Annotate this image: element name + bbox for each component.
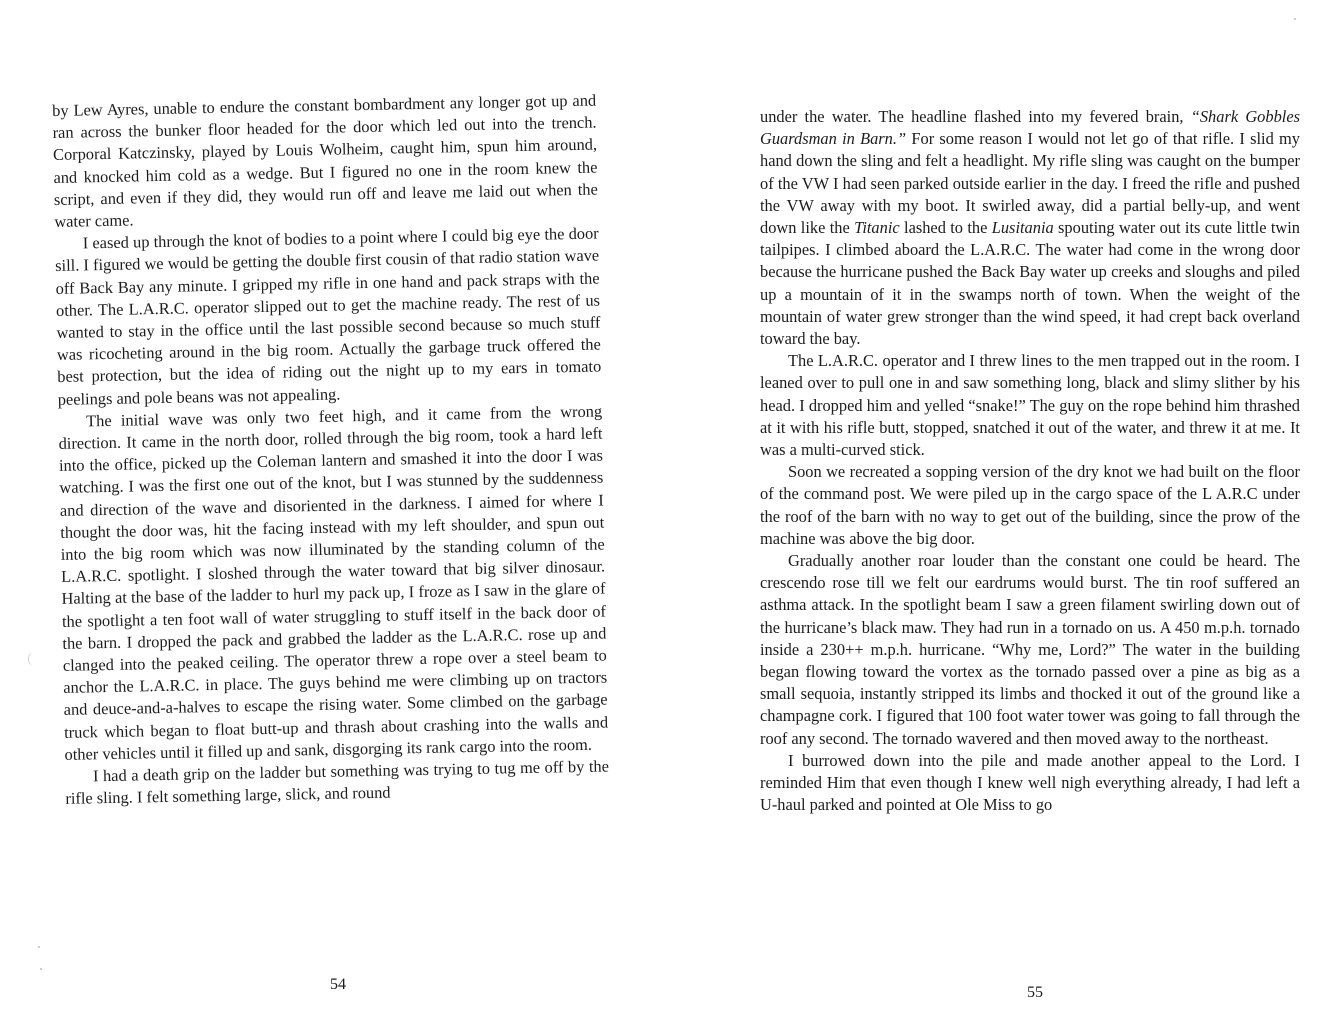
text-run: lashed to the [899, 218, 992, 238]
page-number: 55 [1027, 984, 1043, 1001]
text-run: Gradually another roar louder than the constant one could be heard. The crescendo rose till we felt our eardrums would burst. The tin roof suffered an asthma attack. In the spotlight beam I saw a green filament swirling down out of the hurricane’s black maw. They had run in a tornado on us. A 450 m.p.h. tornado inside a 230++ m.p.h. hurricane. “Why me, Lord?” The water in the building began flowing toward the vortex as the tornado passed over a pine as big as a small sequoia, instantly stripped its limbs and thocked it out of the ground like a champagne cork. I figured that 100 foot water tower was going to fall through the roof any second. The tornado wavered and then moved away to the northeast. [760, 551, 1300, 748]
paragraph [760, 350, 1300, 461]
text-run-italic: Titanic [854, 218, 900, 238]
scan-mark [28, 652, 39, 666]
scan-speck [38, 946, 40, 948]
paragraph: The initial wave was only two feet high, and it came from the wrong direction. It came in the north door, rolled through the big room, took a hard left into the office, picked up the Coleman lantern and smashed it into the door I was watching. I was the first one out of the knot, but I was stunned by the suddenness and direction of the wave and disoriented in the darkness. I aimed for where I thought the door was, hit the facing instead with my left shoulder, and spun out into the big room which was now illuminated by the standing column of the L.A.R.C. spotlight. I sloshed through the water toward that big silver dinosaur. Halting at the base of the ladder to hurl my pack up, I froze as I saw in the glare of the spotlight a ten foot wall of water struggling to stuff itself in the back door of the barn. I dropped the pack and grabbed the ladder as the L.A.R.C. rose up and clanged into the peaked ceiling. The operator threw a rope over a steel beam to anchor the L.A.R.C. in place. The guys behind me were climbing up on tractors and deuce-and-a-halves to escape the rising water. Some climbed on the garbage truck which began to float butt-up and thrash about crashing into the walls and other vehicles until it filled up and sank, disgorging its rank cargo into the room. [58, 401, 609, 764]
left-page-body [52, 90, 610, 811]
paragraph [760, 461, 1300, 550]
scan-speck [40, 968, 42, 970]
paragraph: by Lew Ayres, unable to endure the constant bombardment any longer got up and ran across the bunker floor headed for the door which led out into the trench. Corporal Katczinsky, played by Louis Wolheim, caught him, spun him around, and knocked him cold as a wedge. But I figured no one in the room knew the script, and even if they did, they would run off and leave me laid out when the water came. [52, 90, 598, 231]
text-run-italic: Lusitania [991, 218, 1054, 238]
text-run: For some reason I would not let go of that rifle. I slid my hand down the sling and felt a headlight. My rifle sling was caught on the bumper of the VW I had seen parked outside earlier in the day. I freed the rifle and pushed the VW away with my boot. It swirled away, did a partial belly-up, and went down like the [760, 129, 1300, 238]
paragraph: I eased up through the knot of bodies to a point where I could big eye the door sill. I figured we would be getting the double first cousin of that radio station wave off Back Bay any minute. I gripped my rifle in one hand and pack straps with the other. The L.A.R.C. operator slipped out to get the machine ready. The rest of us wanted to stay in the office until the last possible second because so much stuff was ricocheting around in the big room. Actually the garbage truck offered the best protection, but the idea of riding out the night up to my ears in tomato peelings and pole beans was not appealing. [55, 223, 602, 409]
right-page-body [760, 106, 1300, 817]
paragraph [760, 750, 1300, 817]
text-run: Soon we recreated a sopping version of the dry knot we had built on the floor of the command post. We were piled up in the cargo space of the L A.R.C under the roof of the barn with no way to get out of the building, since the prow of the machine was above the big door. [760, 462, 1300, 548]
paragraph [760, 550, 1300, 750]
paragraph [760, 106, 1300, 350]
page-number: 54 [330, 976, 346, 993]
text-run: The L.A.R.C. operator and I threw lines to the men trapped out in the room. I leaned over to pull one in and saw something long, black and slimy slither by his head. I dropped him and yelled “snake!” The guy on the rope behind him thrashed at it with his rifle butt, stopped, snatched it out of the water, and threw it at me. It was a multi-curved stick. [760, 351, 1300, 460]
text-run: under the water. The headline flashed into my fevered brain, [760, 107, 1191, 126]
text-run-italic: “Shark Gobbles Guardsman in Barn.” [760, 107, 1300, 149]
right-page [660, 0, 1320, 1020]
text-run: I burrowed down into the pile and made another appeal to the Lord. I reminded Him that even though I knew well nigh everything already, I had left a U-haul parked and pointed at Ole Miss to go [760, 750, 1300, 815]
scan-speck [1294, 18, 1296, 20]
paragraph: I had a death grip on the ladder but something was trying to tug me off by the rifle sling. I felt something large, slick, and round [65, 756, 610, 809]
text-run: spouting water out its cute little twin tailpipes. I climbed aboard the L.A.R.C. The water had come in the wrong door because the hurricane pushed the Back Bay water up creeks and sloughs and piled up a mountain of it in the swamps north of town. When the weight of the mountain of water grew stronger than the wind speed, it had crept back overland toward the bay. [760, 218, 1300, 349]
